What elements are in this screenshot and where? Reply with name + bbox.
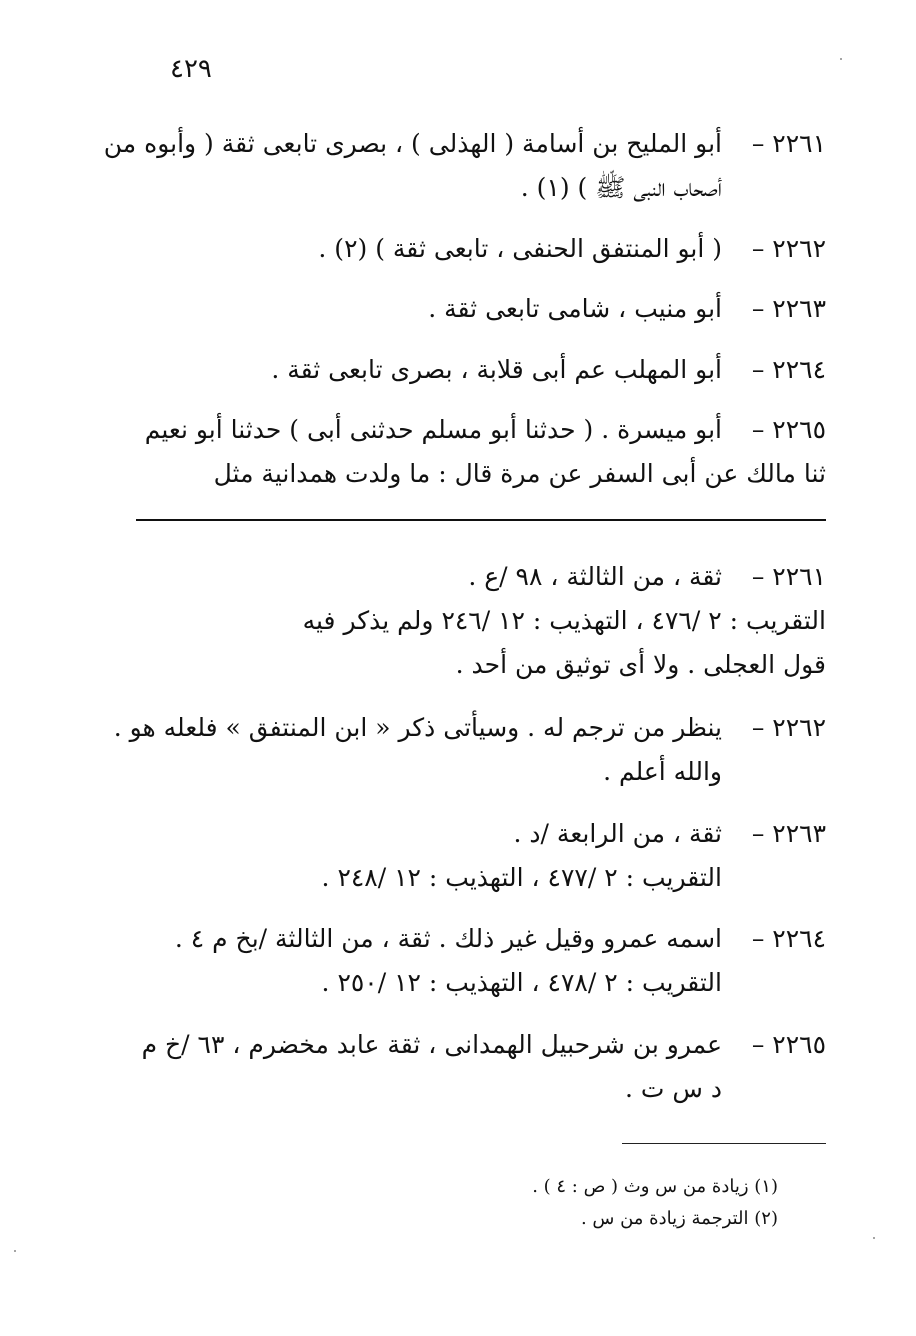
section-divider	[136, 519, 826, 521]
note-line	[136, 812, 826, 856]
entry-line	[136, 287, 826, 331]
note-text-continued: التقريب : ٢ /٤٧٨ ، التهذيب : ١٢ /٢٥٠ .	[321, 968, 722, 997]
entry-2261	[103, 122, 826, 210]
note-text-continued: د س ت .	[625, 1074, 722, 1103]
scan-speck	[840, 58, 842, 60]
note-2265	[136, 1023, 826, 1111]
entry-text: أبو ميسرة . ( حدثنا أبو مسلم حدثنى أبى ) حدثنا أبو نعيم	[144, 415, 722, 444]
note-number: ٢٢٦١ –	[751, 562, 826, 591]
entry-number: ٢٢٦١ –	[751, 129, 826, 158]
note-2263	[136, 812, 826, 900]
note-text-continued: التقريب : ٢ /٤٧٦ ، التهذيب : ١٢ /٢٤٦ ولم يذكر فيه	[302, 606, 826, 635]
note-number: ٢٢٦٥ –	[751, 1030, 826, 1059]
entry-number: ٢٢٦٤ –	[751, 355, 826, 384]
note-text: ينظر من ترجم له . وسيأتى ذكر « ابن المنتفق » فلعله هو .	[113, 713, 722, 742]
entry-line	[103, 122, 826, 166]
footnote-2: (٢) الترجمة زيادة من س .	[580, 1208, 778, 1229]
scan-speck	[873, 1237, 875, 1239]
entry-text: أبو منيب ، شامى تابعى ثقة .	[428, 294, 722, 323]
entry-text: أبو المهلب عم أبى قلابة ، بصرى تابعى ثقة .	[271, 355, 722, 384]
note-text: اسمه عمرو وقيل غير ذلك . ثقة ، من الثالثة /بخ م ٤ .	[174, 924, 722, 953]
note-2261	[136, 555, 826, 687]
entry-text: ( أبو المنتفق الحنفى ، تابعى ثقة ) (٢) .	[318, 234, 722, 263]
page-number: ٤٢٩	[170, 54, 212, 84]
entry-line	[136, 408, 826, 452]
footnote-1: (١) زيادة من س وث ( ص : ٤ ) .	[532, 1176, 778, 1197]
entry-2264	[136, 348, 826, 392]
note-line	[136, 917, 826, 961]
note-text-continued: التقريب : ٢ /٤٧٧ ، التهذيب : ١٢ /٢٤٨ .	[321, 863, 722, 892]
note-text: عمرو بن شرحبيل الهمدانى ، ثقة عابد مخضرم ، ٦٣ /خ م	[141, 1030, 722, 1059]
note-line	[113, 706, 826, 750]
scan-speck	[14, 1250, 16, 1252]
entry-text-continued: أصحاب النبى ﷺ ) (١) .	[520, 173, 722, 202]
entry-text: أبو المليح بن أسامة ( الهذلى ) ، بصرى تابعى ثقة ( وأبوه من	[103, 129, 722, 158]
entry-2265	[136, 408, 826, 496]
entry-number: ٢٢٦٢ –	[751, 234, 826, 263]
entry-line	[136, 227, 826, 271]
entry-2262	[136, 227, 826, 271]
note-text: ثقة ، من الثالثة ، ٩٨ /ع .	[468, 562, 722, 591]
entry-2263	[136, 287, 826, 331]
note-number: ٢٢٦٤ –	[751, 924, 826, 953]
footnote-divider	[622, 1143, 826, 1144]
note-line	[136, 555, 826, 599]
entry-line	[136, 348, 826, 392]
note-line	[136, 1023, 826, 1067]
note-number: ٢٢٦٢ –	[751, 713, 826, 742]
entry-number: ٢٢٦٣ –	[751, 294, 826, 323]
entry-text-continued: ثنا مالك عن أبى السفر عن مرة قال : ما ولدت همدانية مثل	[213, 459, 826, 488]
note-text-continued: قول العجلى . ولا أى توثيق من أحد .	[455, 650, 826, 679]
note-text: ثقة ، من الرابعة /د .	[513, 819, 722, 848]
note-2264	[136, 917, 826, 1005]
note-number: ٢٢٦٣ –	[751, 819, 826, 848]
note-text-continued: والله أعلم .	[603, 757, 722, 786]
note-2262	[113, 706, 826, 794]
entry-number: ٢٢٦٥ –	[751, 415, 826, 444]
